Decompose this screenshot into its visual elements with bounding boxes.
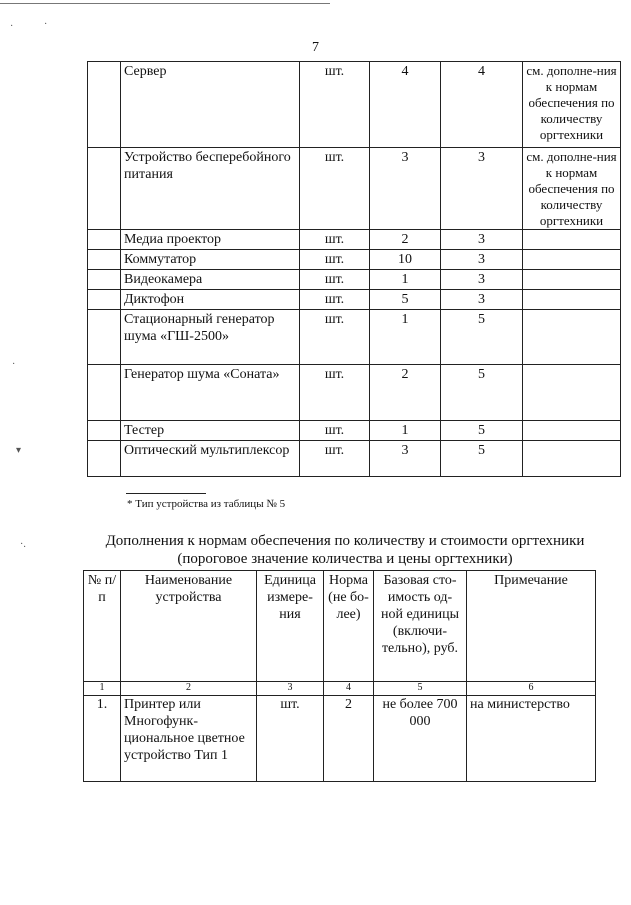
table-row <box>88 310 621 365</box>
device-name: Принтер или Многофунк-циональное цветное устройство Тип 1 <box>121 696 257 782</box>
norm-value: 5 <box>441 310 523 365</box>
heading-line-2: (пороговое значение количества и цены оргтехники) <box>177 551 513 567</box>
heading-line-1: Дополнения к нормам обеспечения по количеству и стоимости оргтехники <box>105 533 585 549</box>
table-row <box>88 365 621 421</box>
table-row <box>88 148 621 230</box>
column-index: 5 <box>374 682 467 696</box>
table-row <box>88 421 621 441</box>
table-row <box>88 62 621 148</box>
norm-value: 5 <box>441 441 523 477</box>
row-number-cell <box>88 441 121 477</box>
section-heading <box>80 532 610 568</box>
header-cell: Базовая сто-имость од-ной единицы (включи-тельно), руб. <box>374 571 467 682</box>
row-number-cell <box>88 290 121 310</box>
row-number-cell <box>88 270 121 290</box>
note <box>523 365 621 421</box>
column-index: 4 <box>324 682 374 696</box>
device-name: Тестер <box>121 421 300 441</box>
row-number-cell <box>88 365 121 421</box>
device-name: Стационарный генератор шума «ГШ-2500» <box>121 310 300 365</box>
unit: шт. <box>300 230 370 250</box>
quantity: 3 <box>370 148 441 230</box>
quantity: 1 <box>370 421 441 441</box>
note <box>523 290 621 310</box>
unit: шт. <box>300 62 370 148</box>
table-row <box>88 270 621 290</box>
column-index: 3 <box>257 682 324 696</box>
note: см. дополне-ния к нормам обеспечения по количеству оргтехники <box>523 62 621 148</box>
column-index: 2 <box>121 682 257 696</box>
quantity: 2 <box>370 365 441 421</box>
scan-speck: · <box>44 19 48 30</box>
device-name: Диктофон <box>121 290 300 310</box>
quantity: 5 <box>370 290 441 310</box>
norm-value: 5 <box>441 365 523 421</box>
row-number-cell <box>88 310 121 365</box>
note <box>523 230 621 250</box>
header-row <box>84 571 596 682</box>
scan-speck: · <box>12 359 16 370</box>
unit: шт. <box>257 696 324 782</box>
unit: шт. <box>300 290 370 310</box>
device-name: Оптический мультиплексор <box>121 441 300 477</box>
row-number-cell <box>88 421 121 441</box>
note: на министерство <box>467 696 596 782</box>
device-name: Коммутатор <box>121 250 300 270</box>
header-cell: № п/п <box>84 571 121 682</box>
quantity: 10 <box>370 250 441 270</box>
page-number: 7 <box>312 40 319 55</box>
row-number-cell <box>88 62 121 148</box>
note <box>523 441 621 477</box>
row-number: 1. <box>84 696 121 782</box>
unit: шт. <box>300 148 370 230</box>
scan-speck: ▾ <box>16 445 22 456</box>
device-name: Медиа проектор <box>121 230 300 250</box>
quantity: 1 <box>370 310 441 365</box>
norm-value: 3 <box>441 290 523 310</box>
row-number-cell <box>88 250 121 270</box>
table-row <box>84 696 596 782</box>
footnote-separator <box>126 493 206 494</box>
top-edge-line <box>0 3 330 4</box>
table-row <box>88 441 621 477</box>
quantity: 2 <box>370 230 441 250</box>
note <box>523 270 621 290</box>
table-row <box>88 250 621 270</box>
scan-speck: ·. <box>20 539 26 550</box>
table-row <box>88 290 621 310</box>
note <box>523 421 621 441</box>
device-name: Видеокамера <box>121 270 300 290</box>
norm-value: 5 <box>441 421 523 441</box>
unit: шт. <box>300 421 370 441</box>
norm-value: 4 <box>441 62 523 148</box>
base-cost: не более 700 000 <box>374 696 467 782</box>
quantity: 4 <box>370 62 441 148</box>
header-cell: Наименование устройства <box>121 571 257 682</box>
header-cell: Норма (не бо-лее) <box>324 571 374 682</box>
unit: шт. <box>300 250 370 270</box>
note: см. дополне-ния к нормам обеспечения по количеству оргтехники <box>523 148 621 230</box>
quantity: 3 <box>370 441 441 477</box>
scan-speck: · <box>10 21 14 32</box>
row-number-cell <box>88 148 121 230</box>
quantity: 1 <box>370 270 441 290</box>
column-index: 1 <box>84 682 121 696</box>
table-row <box>88 230 621 250</box>
row-number-cell <box>88 230 121 250</box>
note <box>523 250 621 270</box>
device-name: Генератор шума «Соната» <box>121 365 300 421</box>
norm-value: 3 <box>441 270 523 290</box>
column-index-row <box>84 682 596 696</box>
unit: шт. <box>300 441 370 477</box>
unit: шт. <box>300 310 370 365</box>
note <box>523 310 621 365</box>
norm-value: 3 <box>441 250 523 270</box>
unit: шт. <box>300 365 370 421</box>
norm-value: 3 <box>441 230 523 250</box>
supplement-table <box>83 570 596 782</box>
header-cell: Единица измере-ния <box>257 571 324 682</box>
device-name: Сервер <box>121 62 300 148</box>
norm: 2 <box>324 696 374 782</box>
footnote: * Тип устройства из таблицы № 5 <box>127 498 286 510</box>
equipment-table <box>87 61 621 477</box>
norm-value: 3 <box>441 148 523 230</box>
column-index: 6 <box>467 682 596 696</box>
unit: шт. <box>300 270 370 290</box>
device-name: Устройство бесперебойного питания <box>121 148 300 230</box>
header-cell: Примечание <box>467 571 596 682</box>
